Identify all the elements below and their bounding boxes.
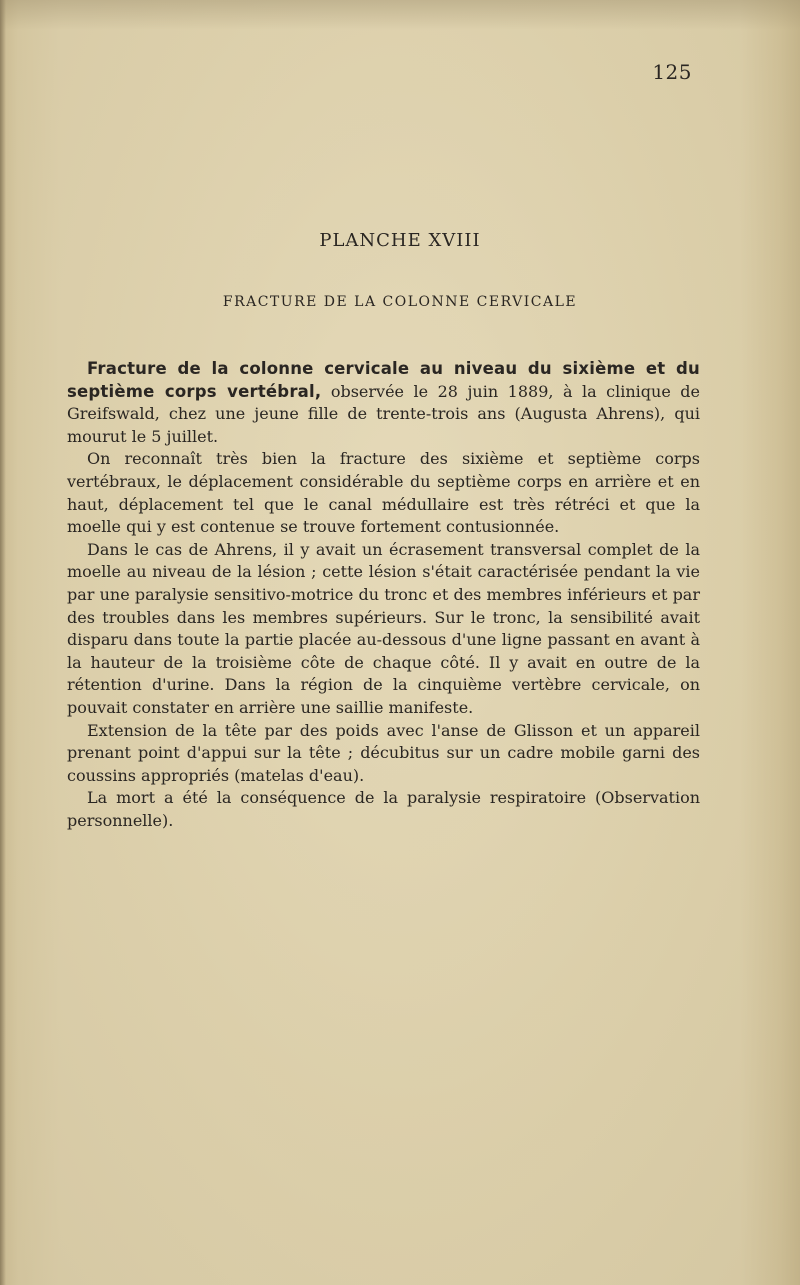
page-number: 125: [652, 60, 692, 84]
paragraph-2: On reconnaît très bien la fracture des sixième et septième corps vertébraux, le déplacement considérable du septième corps en arrière et en haut, déplacement tel que le canal médullaire est très rétréci et que la moelle qui y est contenue se trouve fortement contusionnée.: [67, 449, 700, 537]
plate-title: PLANCHE XVIII: [319, 230, 481, 251]
paragraph-3: Dans le cas de Ahrens, il y avait un écrasement transversal complet de la moelle au niveau de la lésion ; cette lésion s'était caractérisée pendant la vie par une paralysie sensitivo-motrice du tronc et des membres inférieurs et par des troubles dans les membres supérieurs. Sur le tronc, la sensibilité avait disparu dans toute la partie placée au-dessous d'une ligne passant en avant à la hauteur de la troisième côte de chaque côté. Il y avait en outre de la rétention d'urine. Dans la région de la cinquième vertèbre cervicale, on pouvait constater en arrière une saillie manifeste.: [67, 539, 700, 717]
paragraph-1-lead: Fracture de la colonne cervicale au niveau du sixième et du septième corps vertébral,: [67, 359, 700, 401]
paragraph-5: La mort a été la conséquence de la paralysie respiratoire (Observation personnelle).: [67, 788, 700, 830]
plate-subtitle: FRACTURE DE LA COLONNE CERVICALE: [222, 294, 578, 310]
page-binding-edge: [0, 0, 6, 1285]
paragraph-1-text: observée le 28 juin 1889, à la clinique de Greifswald, chez une jeune fille de trente-trois ans (Augusta Ahrens), qui mourut le 5 juillet.: [67, 381, 701, 446]
body-text: [67, 358, 700, 832]
paragraph-1: [67, 358, 700, 448]
paragraph-4: Extension de la tête par des poids avec l'anse de Glisson et un appareil prenant point d'appui sur la tête ; décubitus sur un cadre mobile garni des coussins appropriés (matelas d'eau).: [67, 720, 700, 785]
